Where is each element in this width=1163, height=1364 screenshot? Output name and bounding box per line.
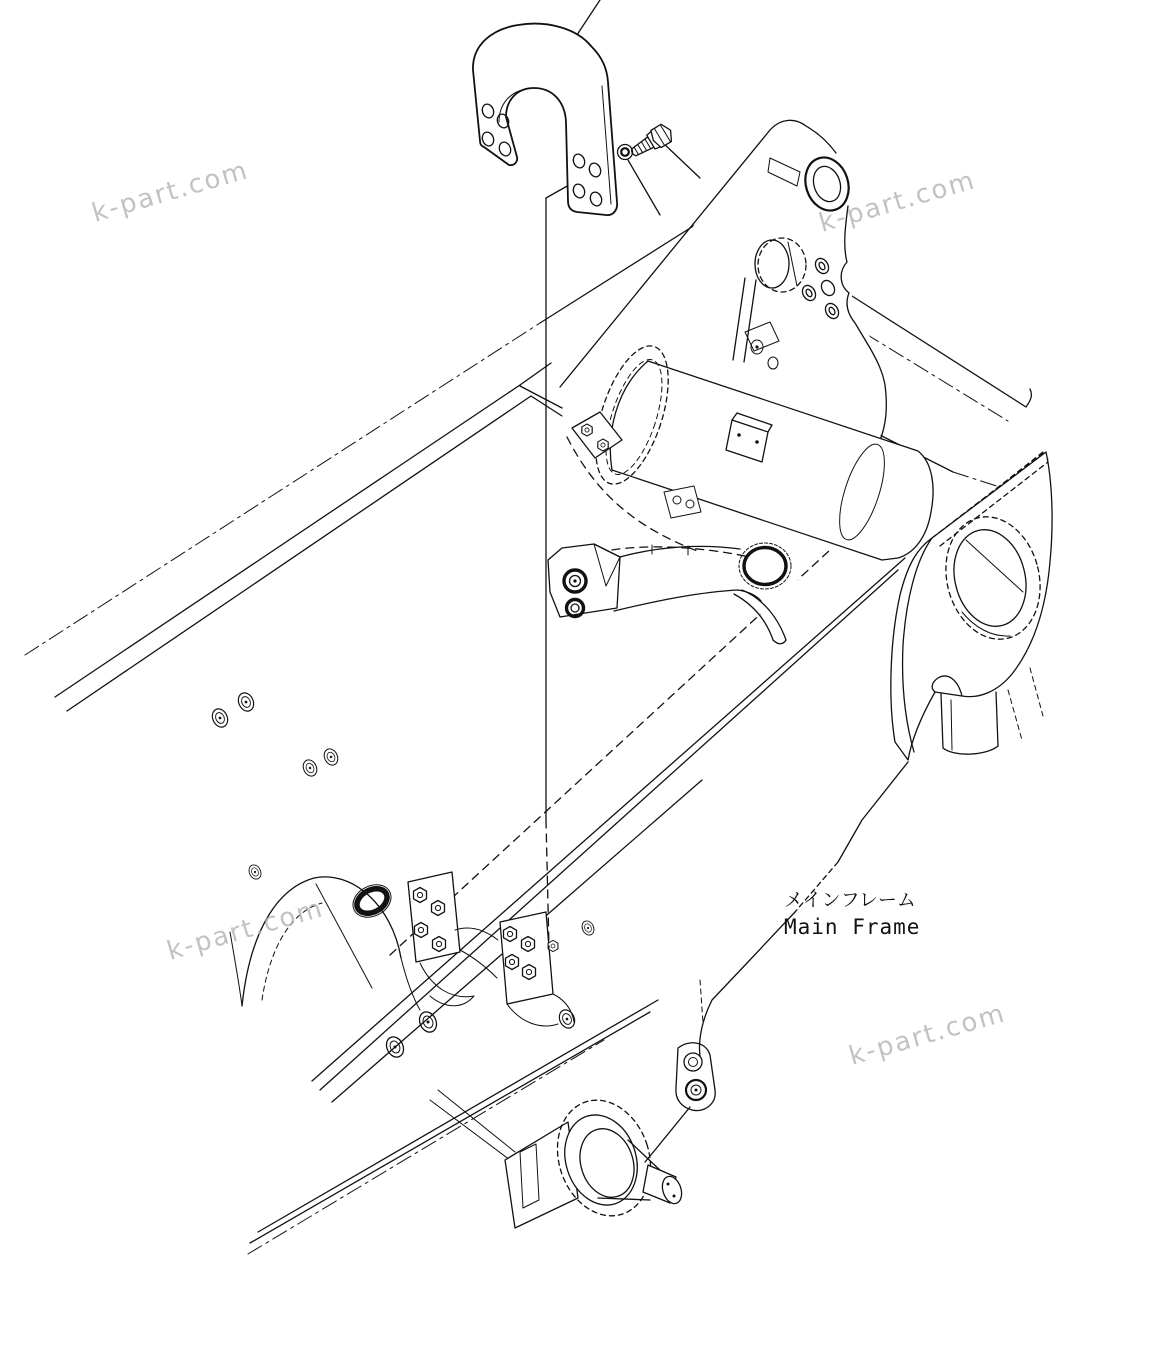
middle-rail-lines: [312, 550, 905, 1102]
left-arch: [230, 877, 420, 1010]
oval-bolt-pad: [676, 1043, 715, 1111]
hook-part: [473, 24, 617, 215]
watermark: k-part.com: [88, 155, 253, 229]
washer-part: [618, 145, 633, 160]
center-line: [546, 172, 592, 820]
bottom-cross-member: [505, 1088, 685, 1228]
label-japanese: メインフレーム: [784, 889, 916, 911]
leader-line-bolt: [662, 142, 700, 178]
mount-brackets: [408, 872, 574, 1026]
part-label: [784, 889, 920, 939]
swing-arm-casting: [546, 540, 798, 644]
label-english: Main Frame: [784, 915, 921, 939]
bolt-part: [627, 122, 675, 162]
watermark: k-part.com: [845, 998, 1010, 1072]
bolt-heads: [209, 690, 596, 1060]
watermark: k-part.com: [163, 893, 328, 967]
watermark: k-part.com: [815, 165, 980, 239]
leader-line-washer: [628, 160, 660, 215]
